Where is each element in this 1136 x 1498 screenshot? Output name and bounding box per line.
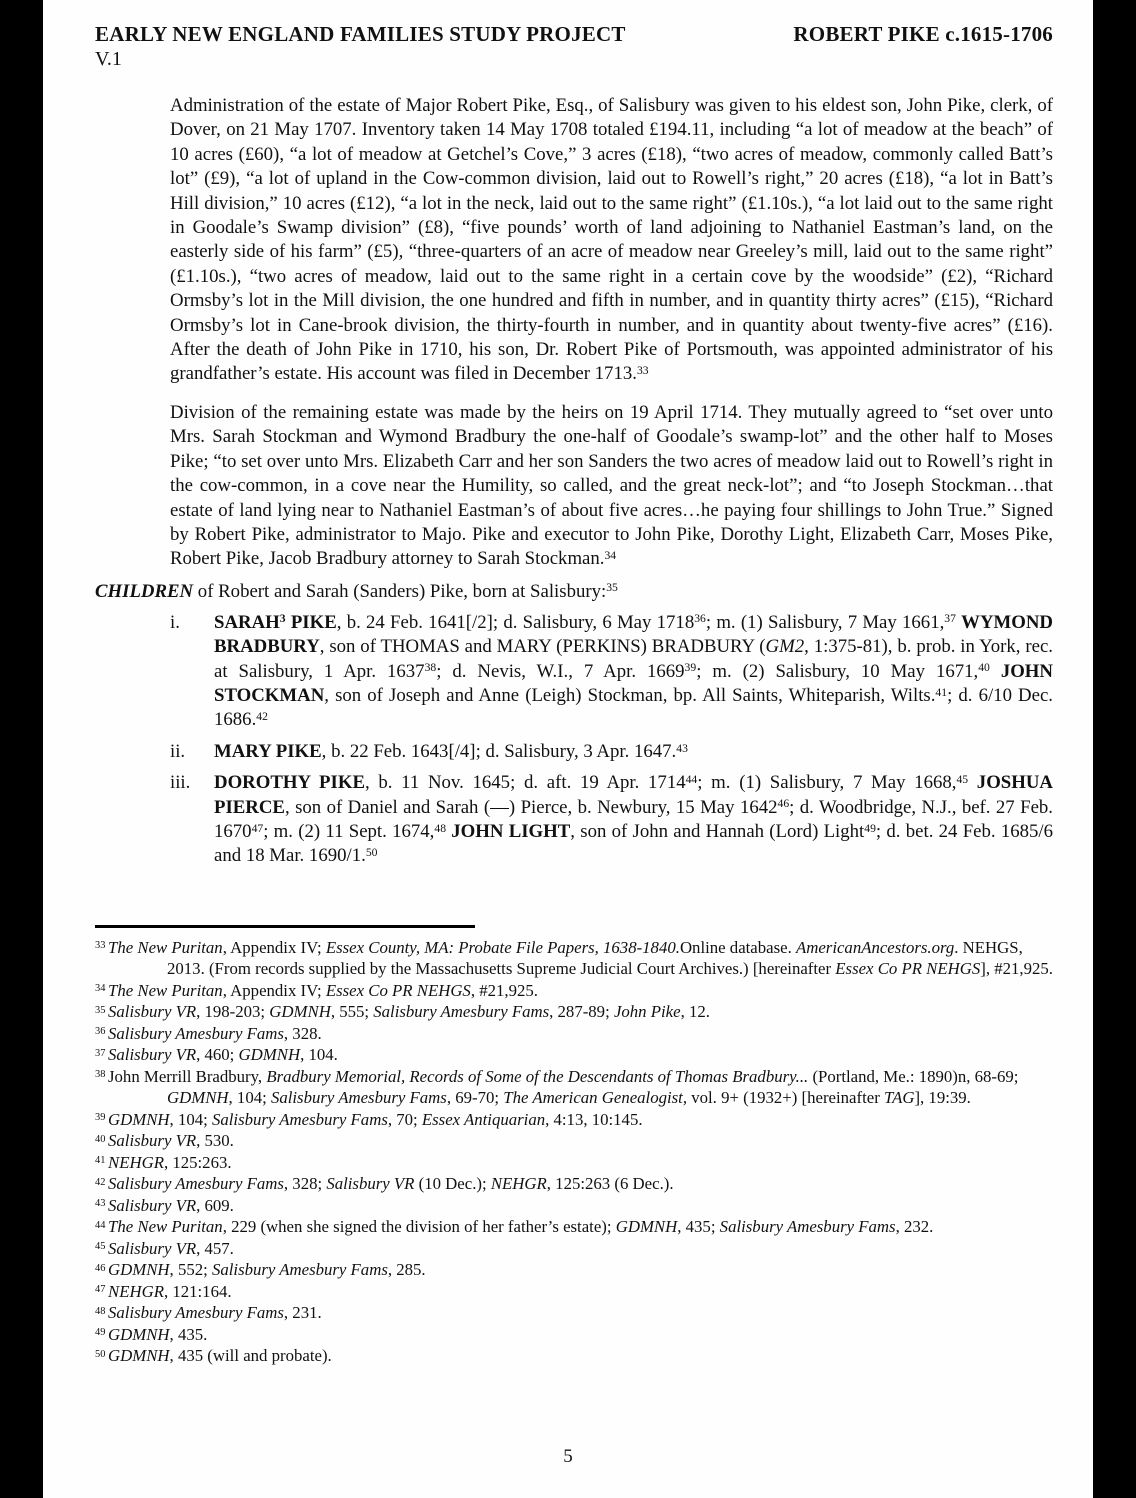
subject-title: ROBERT PIKE c.1615-1706 — [793, 22, 1053, 46]
footnote-37: $^{37}$ Salisbury VR, 460; GDMNH, 104. — [95, 1045, 338, 1065]
page-number: 5 — [563, 1446, 573, 1467]
footnote-35: $^{35}$ Salisbury VR, 198-203; GDMNH, 555; Salisbury Amesbury Fams, 287-89; John Pike, 12. — [95, 1002, 710, 1022]
footnote-36: $^{36}$ Salisbury Amesbury Fams, 328. — [95, 1023, 322, 1043]
footnote-48: $^{48}$ Salisbury Amesbury Fams, 231. — [95, 1303, 322, 1323]
footnote-45: $^{45}$ Salisbury VR, 457. — [95, 1238, 234, 1258]
footnote-50: $^{50}$ GDMNH, 435 (will and probate). — [95, 1346, 332, 1366]
footnote-40: $^{40}$ Salisbury VR, 530. — [95, 1131, 234, 1151]
footnote-separator — [95, 925, 475, 928]
child-numeral: ii. — [170, 740, 186, 762]
footnote-38: $^{38}$ John Merrill Bradbury, Bradbury Memorial, Records of Some of the Descendants of Thomas Bradbury... (Portland, Me.: 1890)n, 68-69; GDMNH, 104; Salisbury Amesbury Fams, 69-70; The American Genealogist, vol. 9+ (1932+) [hereinafter TAG], 19:39. — [95, 1066, 1019, 1108]
child-entry-mary — [170, 740, 1053, 764]
footnote-46: $^{46}$ GDMNH, 552; Salisbury Amesbury Fams, 285. — [95, 1260, 426, 1280]
footnote-41: $^{41}$ NEHGR, 125:263. — [95, 1152, 232, 1172]
document-page — [43, 0, 1093, 1498]
footnote-42: $^{42}$ Salisbury Amesbury Fams, 328; Salisbury VR (10 Dec.); NEHGR, 125:263 (6 Dec.). — [95, 1174, 674, 1194]
footnote-44: $^{44}$ The New Puritan, 229 (when she signed the division of her father’s estate); GDMNH, 435; Salisbury Amesbury Fams, 232. — [95, 1217, 934, 1237]
footnotes-section — [95, 925, 1053, 1367]
child-entry-sarah — [170, 611, 1053, 733]
child-numeral: i. — [170, 611, 180, 633]
scan-edge-left — [0, 0, 43, 1498]
paragraph-estate-administration: Administration of the estate of Major Robert Pike, Esq., of Salisbury was given to his eldest son, John Pike, clerk, of Dover, on 21 May 1707. Inventory taken 14 May 1708 totaled £194.11, including “a lot of meadow at the beach” of 10 acres (£60), “a lot of meadow at Getchel’s Cove,” 3 acres (£18), “two acres of meadow, commonly called Batt’s lot” (£9), “a lot of upland in the Cow-common division, laid out to Rowell’s right,” 20 acres (£18), “a lot in Batt’s Hill division,” 10 acres (£12), “a lot in the neck, laid out to the same right” (£1.10s.), “a lot laid out to the same right in Goodale’s Swamp division” (£8), “five pounds’ worth of land adjoining to Nathaniel Eastman’s land, on the easterly side of his farm” (£5), “three-quarters of an acre of meadow near Greeley’s mill, laid out to the same right” (£1.10s.), “two acres of meadow, laid out to the same right in a certain cove by the woodside” (£2), “Richard Ormsby’s lot in the Mill division, the one hundred and fifth in number, and in quantity thirty acres” (£15), “Richard Ormsby’s lot in Cane-brook division, the thirty-fourth in number, and in quantity about twenty-five acres” (£16). After the death of John Pike in 1710, his son, Dr. Robert Pike of Portsmouth, was appointed administrator of his grandfather’s estate. His account was filed in December 1713.33 — [170, 95, 1053, 385]
child-numeral: iii. — [170, 772, 191, 794]
footnote-39: $^{39}$ GDMNH, 104; Salisbury Amesbury Fams, 70; Essex Antiquarian, 4:13, 10:145. — [95, 1109, 643, 1129]
child-entry-text: SARAH$^3$ PIKE, b. 24 Feb. 1641[/2]; d. Salisbury, 6 May 1718$^{36}$; m. (1) Salisbury, 7 May 1661,37 WYMOND BRADBURY, son of THOMAS and MARY (PERKINS) BRADBURY (GM2, 1:375-81), b. prob. in York, rec. at Salisbury, 1 Apr. 1637$^{38}$; d. Nevis, W.I., 7 Apr. 1669$^{39}$; m. (2) Salisbury, 10 May 1671,40 JOHN STOCKMAN, son of Joseph and Anne (Leigh) Stockman, bp. All Saints, Whiteparish, Wilts.$^{41}$; d. 6/10 Dec. 1686.42 — [214, 611, 1053, 731]
child-entry-text: DOROTHY PIKE, b. 11 Nov. 1645; d. aft. 19 Apr. 1714$^{44}$; m. (1) Salisbury, 7 May 1668,45 JOSHUA PIERCE, son of Daniel and Sarah (—) Pierce, b. Newbury, 15 May 1642$^{46}$; d. Woodbridge, N.J., bef. 27 Feb. 1670$^{47}$; m. (2) 11 Sept. 1674,48 JOHN LIGHT, son of John and Hannah (Lord) Light$^{49}$; d. bet. 24 Feb. 1685/6 and 18 Mar. 1690/1.50 — [214, 772, 1053, 867]
children-heading: CHILDREN of Robert and Sarah (Sanders) Pike, born at Salisbury:$^{35}$ — [95, 580, 618, 602]
project-title: EARLY NEW ENGLAND FAMILIES STUDY PROJECT — [95, 22, 626, 46]
child-entry-text: MARY PIKE, b. 22 Feb. 1643[/4]; d. Salisbury, 3 Apr. 1647.43 — [214, 740, 688, 762]
footnote-33: $^{33}$ The New Puritan, Appendix IV; Essex County, MA: Probate File Papers, 1638-1840.Online database. AmericanAncestors.org. NEHGS, 2013. (From records supplied by the Massachusetts Supreme Judicial Court Archives.) [hereinafter Essex Co PR NEHGS], #21,925. — [95, 937, 1053, 979]
footnote-49: $^{49}$ GDMNH, 435. — [95, 1324, 208, 1344]
volume-label: V.1 — [95, 48, 122, 70]
page-header — [95, 22, 1053, 47]
scan-edge-right — [1093, 0, 1136, 1498]
child-entry-dorothy — [170, 771, 1053, 869]
paragraph-estate-division: Division of the remaining estate was made by the heirs on 19 April 1714. They mutually agreed to “set over unto Mrs. Sarah Stockman and Wymond Bradbury the one-half of Goodale’s swamp-lot” and the other half to Moses Pike; “to set over unto Mrs. Elizabeth Carr and her son Sanders the two acres of meadow laid out to Rowell’s right in the cow-common, in a cove near the Humility, so called, and the great neck-lot”; and “to Joseph Stockman…that estate of land lying near to Nathaniel Eastman’s of about five acres…he paying four shillings to John True.” Signed by Robert Pike, administrator to Majo. Pike and executor to John Pike, Dorothy Light, Elizabeth Carr, Moses Pike, Robert Pike, Jacob Bradbury attorney to Sarah Stockman.$^{34}$ — [170, 401, 1053, 570]
footnote-43: $^{43}$ Salisbury VR, 609. — [95, 1195, 234, 1215]
footnote-47: $^{47}$ NEHGR, 121:164. — [95, 1281, 232, 1301]
footnote-34: $^{34}$ The New Puritan, Appendix IV; Essex Co PR NEHGS, #21,925. — [95, 980, 538, 1000]
